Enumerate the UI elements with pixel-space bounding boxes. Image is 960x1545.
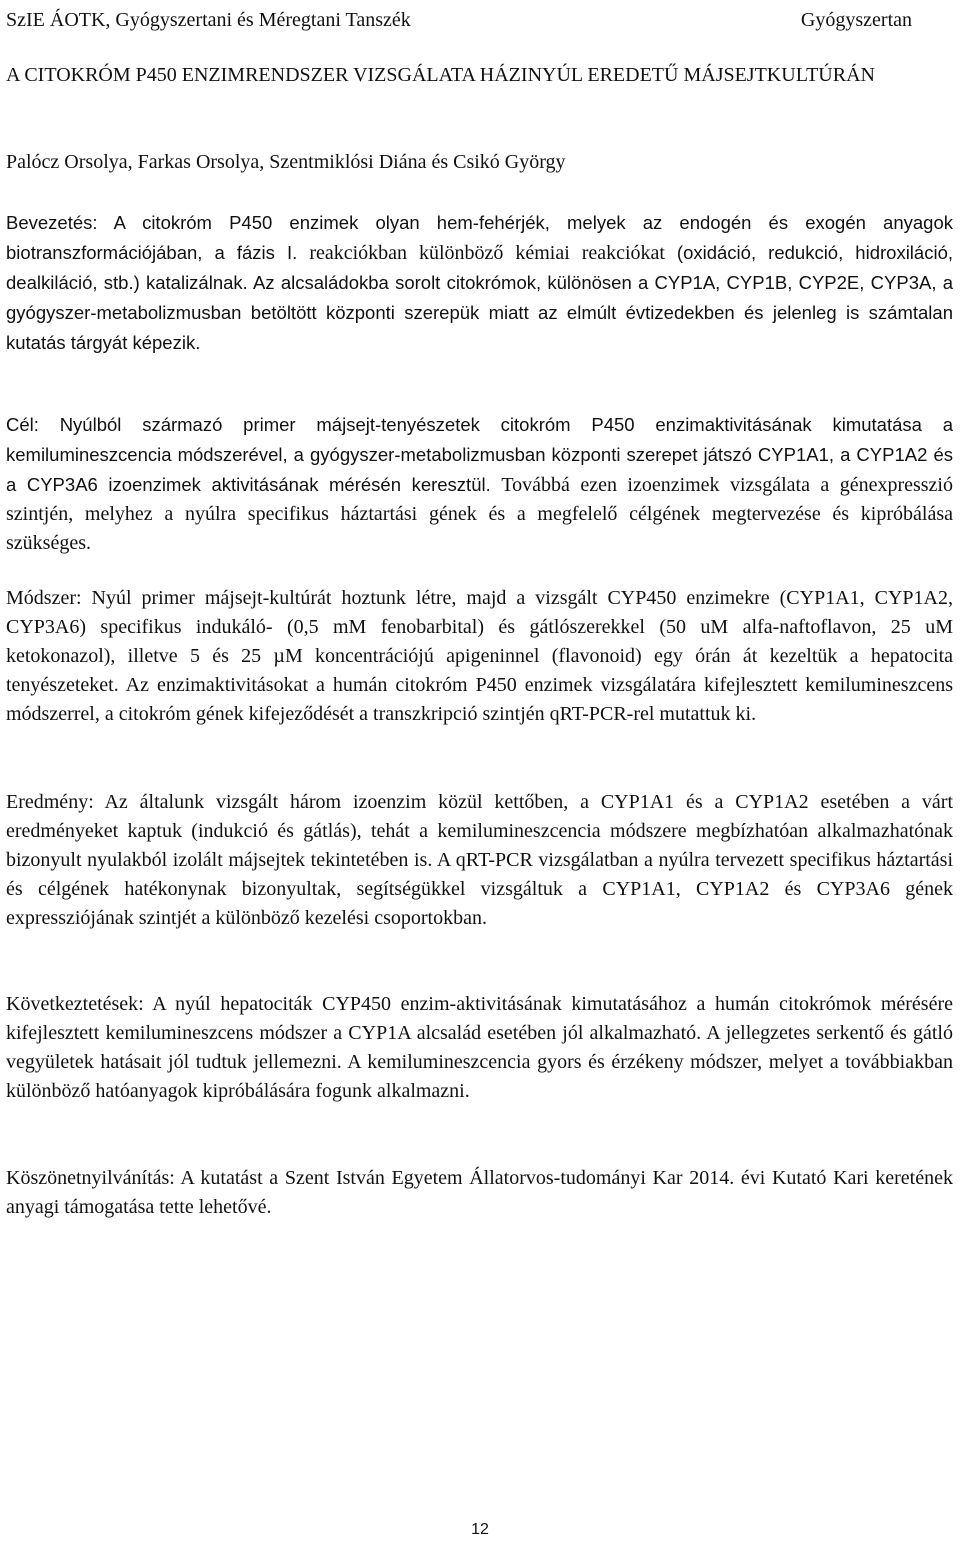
aim-text-b: Továbbá ezen izoenzimek vizsgálata a génexpresszió szintjén, melyhez a nyúlra specifikus háztartási gének és a megfelelő célgének megtervezése és kipróbálása szükséges. — [6, 474, 953, 554]
page-number: 12 — [471, 1521, 489, 1538]
paragraph-acknowledgement: Köszönetnyilvánítás: A kutatást a Szent István Egyetem Állatorvos-tudományi Kar 2014. évi Kutató Kari keretének anyagi támogatása tette lehetővé. — [6, 1167, 953, 1218]
document-title: A CITOKRÓM P450 ENZIMRENDSZER VIZSGÁLATA HÁZINYÚL EREDETŰ MÁJSEJTKULTÚRÁN — [6, 64, 875, 86]
paragraph-aim — [6, 410, 953, 558]
paragraph-conclusions: Következtetések: A nyúl hepatociták CYP450 enzim-aktivitásának kimutatásához a humán citokrómok mérésére kifejlesztett kemilumineszcens módszer a CYP1A alcsalád esetében jól alkalmazható. A jellegzetes serkentő és gátló vegyületek hatásait jól tudtuk jellemezni. A kemilumineszcencia gyors és érzékeny módszer, melyet a továbbiakban különböző hatóanyagok kipróbálására fogunk alkalmazni. — [6, 993, 953, 1102]
paragraph-results: Eredmény: Az általunk vizsgált három izoenzim közül kettőben, a CYP1A1 és a CYP1A2 esetében a várt eredményeket kaptuk (indukció és gátlás), tehát a kemilumineszcencia módszere megbízhatóan alkalmazhatónak bizonyult nyulakból izolált májsejtek tekintetében is. A qRT-PCR vizsgálatban a nyúlra tervezett specifikus háztartási és célgének hatékonynak bizonyultak, segítségükkel vizsgáltuk a CYP1A1, CYP1A2 és CYP3A6 gének expressziójának szintjét a különböző kezelési csoportokban. — [6, 791, 953, 929]
introduction-text-c: (oxidáció, redukció, hidroxiláció, dealkiláció, stb.) katalizálnak. Az alcsaládokba sorolt citokrómok, különösen a CYP1A, CYP1B, CYP2E, CYP3A, a gyógyszer-metabolizmusban betöltött központi szerepük miatt az elmúlt évtizedekben és jelenleg is számtalan kutatás tárgyát képezik. — [6, 242, 953, 353]
introduction-text-a: Bevezetés: A citokróm P450 enzimek olyan hem-fehérjék, melyek az endogén és exogén anyagok biotranszformációjában, a fázis I. — [6, 212, 953, 263]
aim-text-a: Cél: Nyúlból származó primer májsejt-tenyészetek citokróm P450 enzimaktivitásának kimutatása a kemilumineszcencia módszerével, a gyógyszer-metabolizmusban központi szerepet játszó CYP1A1, a CYP1A2 és a CYP3A6 izoenzimek aktivitásának mérésén keresztül. — [6, 414, 953, 495]
header-department: SzIE ÁOTK, Gyógyszertani és Méregtani Tanszék — [6, 9, 411, 31]
page-header — [6, 6, 912, 34]
header-section: Gyógyszertan — [800, 9, 912, 31]
paragraph-methods: Módszer: Nyúl primer májsejt-kultúrát hoztunk létre, majd a vizsgált CYP450 enzimekre (CYP1A1, CYP1A2, CYP3A6) specifikus indukáló- (0,5 mM fenobarbital) és gátlószerekkel (50 uM alfa-naftoflavon, 25 uM ketokonazol), illetve 5 és 25 µM koncentrációjú apigeninnel (flavonoid) egy órán át kezeltük a hepatocita tenyészeteket. Az enzimaktivitásokat a humán citokróm P450 enzimek vizsgálatára kifejlesztett kemilumineszcens módszerrel, a citokróm gének kifejeződését a transzkripció szintjén qRT-PCR-rel mutattuk ki. — [6, 587, 953, 725]
authors-line: Palócz Orsolya, Farkas Orsolya, Szentmiklósi Diána és Csikó György — [6, 151, 566, 173]
paragraph-introduction — [6, 208, 953, 358]
introduction-text-b: reakciókban különböző kémiai reakciókat — [309, 242, 677, 264]
